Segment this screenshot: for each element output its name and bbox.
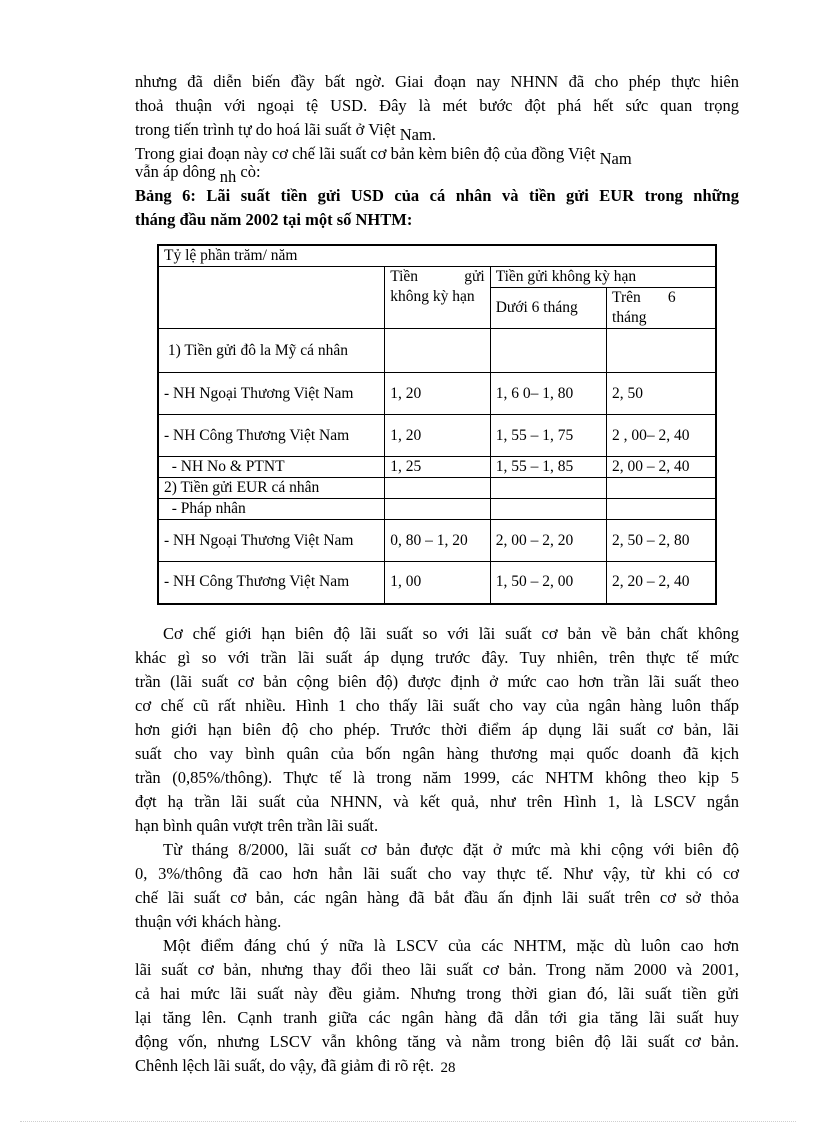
- table-cell: 1) Tiền gửi đô la Mỹ cá nhân: [158, 329, 385, 373]
- table-cell: 2) Tiền gửi EUR cá nhân: [158, 478, 385, 499]
- text-fragment: cò:: [236, 162, 261, 181]
- table-cell: - NH Công Thương Việt Nam: [158, 562, 385, 604]
- paragraph-line: khác gì so với trần lãi suất áp dụng trước đây. Tuy nhiên, trên thực tế mức: [135, 648, 739, 667]
- table-cell: 2, 50 – 2, 80: [607, 520, 716, 562]
- table-cell: 1, 6 0– 1, 80: [490, 373, 606, 415]
- table-cell: 1, 20: [385, 415, 490, 457]
- text-fragment: nh: [219, 167, 237, 186]
- interest-rate-table: [157, 244, 717, 605]
- table-cell: 1, 50 – 2, 00: [490, 562, 606, 604]
- table-cell: [607, 499, 716, 520]
- table-row: [158, 329, 716, 373]
- table-header-cell: Dưới 6 tháng: [490, 288, 606, 329]
- paragraph-line: hơn giới hạn biên độ cho phép. Trước thời điểm áp dụng lãi suất cơ bản, lãi: [135, 720, 739, 739]
- table-cell: 2, 00 – 2, 40: [607, 457, 716, 478]
- table-header-cell: Tiền gửi không kỳ hạn: [385, 267, 490, 329]
- text-line: nhưng đã diễn biến đầy bất ngờ. Giai đoạn nay NHNN đã cho phép thực hiên: [135, 72, 739, 91]
- table-cell: [490, 478, 606, 499]
- table-unit: Tỷ lệ phần trăm/ năm: [158, 245, 716, 267]
- table-header-cell: Trên 6 tháng: [607, 288, 716, 329]
- table-row: [158, 457, 716, 478]
- page-number: 28: [440, 1060, 456, 1076]
- paragraph-line: lại tăng lên. Cạnh tranh giữa các ngân hàng đã dẫn tới gia tăng lãi suất huy: [135, 1008, 739, 1027]
- table-caption: Bảng 6: Lãi suất tiền gửi USD của cá nhân và tiền gửi EUR trong những: [135, 186, 739, 205]
- table-row: [158, 520, 716, 562]
- table-cell: [607, 478, 716, 499]
- paragraph-line: suất cho vay bình quân của bốn ngân hàng thương mại quốc doanh đã kịch: [135, 744, 739, 763]
- table-cell: - NH No & PTNT: [158, 457, 385, 478]
- table-header-cell: Tiền gửi không kỳ hạn: [490, 267, 716, 288]
- table-row: [158, 562, 716, 604]
- paragraph-line: chế lãi suất cơ bản, các ngân hàng đã bắt đầu ấn định lãi suất trên cơ sở thỏa: [135, 888, 739, 907]
- table-cell: - NH Công Thương Việt Nam: [158, 415, 385, 457]
- table-row: [158, 245, 716, 267]
- text-fragment: vẫn áp dông: [135, 162, 220, 181]
- paragraph-line: Từ tháng 8/2000, lãi suất cơ bản được đặt ở mức mà khi cộng với biên độ: [163, 840, 739, 859]
- table-cell: 1, 00: [385, 562, 490, 604]
- paragraph-line: trần (0,85%/thông). Thực tế là trong năm 1999, các NHTM không theo kịp 5: [135, 768, 739, 787]
- table-cell: [607, 329, 716, 373]
- text-fragment: Trong giai đoạn này cơ chế lãi suất cơ bản kèm biên độ của đồng Việt: [135, 144, 600, 163]
- table-caption: tháng đầu năm 2002 tại một số NHTM:: [135, 210, 413, 229]
- paragraph-line: động vốn, nhưng LSCV vẫn không tăng và nằm trong biên độ lãi suất cơ bản.: [135, 1032, 739, 1051]
- text-line: [135, 120, 739, 144]
- table-cell: 2 , 00– 2, 40: [607, 415, 716, 457]
- table-cell: [385, 478, 490, 499]
- table-cell: [490, 499, 606, 520]
- text-line: [135, 144, 739, 168]
- paragraph-line: hạn bình quân vượt trên trần lãi suất.: [135, 816, 379, 835]
- page-bottom-divider: [20, 1121, 796, 1122]
- table-cell: 1, 55 – 1, 75: [490, 415, 606, 457]
- table-cell: - Pháp nhân: [158, 499, 385, 520]
- table-cell: 1, 55 – 1, 85: [490, 457, 606, 478]
- table-cell: 0, 80 – 1, 20: [385, 520, 490, 562]
- table-cell: - NH Ngoại Thương Việt Nam: [158, 373, 385, 415]
- paragraph-line: Chênh lệch lãi suất, do vậy, đã giảm đi rõ rệt.: [135, 1056, 435, 1075]
- table-cell: [490, 329, 606, 373]
- table-cell: 1, 25: [385, 457, 490, 478]
- text-fragment: Nam: [599, 149, 632, 168]
- paragraph-line: trần (lãi suất cơ bản cộng biên độ) được định ở mức cao hơn trần lãi suất theo: [135, 672, 739, 691]
- text-fragment: Nam.: [399, 125, 436, 144]
- text-fragment: trong tiến trình tự do hoá lãi suất ở Việt: [135, 120, 400, 139]
- table-cell: [385, 499, 490, 520]
- table-cell: 2, 00 – 2, 20: [490, 520, 606, 562]
- paragraph-line: cả hai mức lãi suất này đều giảm. Nhưng trong thời gian đó, lãi suất tiền gửi: [135, 984, 739, 1003]
- table-cell: [385, 329, 490, 373]
- table-row: [158, 373, 716, 415]
- text-line: thoả thuận với ngoại tệ USD. Đây là mét bước đột phá hết sức quan trọng: [135, 96, 739, 115]
- table-cell: - NH Ngoại Thương Việt Nam: [158, 520, 385, 562]
- table-row: [158, 499, 716, 520]
- table-cell: 2, 20 – 2, 40: [607, 562, 716, 604]
- table-cell: [158, 267, 385, 329]
- paragraph-line: cơ chế cũ rất nhiều. Hình 1 cho thấy lãi suất cho vay của ngân hàng luôn thấp: [135, 696, 739, 715]
- table-cell: 1, 20: [385, 373, 490, 415]
- paragraph-line: đợt hạ trần lãi suất của NHNN, và kết quả, như trên Hình 1, là LSCV ngắn: [135, 792, 739, 811]
- table-row: [158, 478, 716, 499]
- paragraph-line: Cơ chế giới hạn biên độ lãi suất so với lãi suất cơ bản về bản chất không: [163, 624, 739, 643]
- table-row: [158, 415, 716, 457]
- text-line: [135, 162, 739, 186]
- paragraph-line: lãi suất cơ bản, nhưng thay đổi theo lãi suất cơ bản. Trong năm 2000 và 2001,: [135, 960, 739, 979]
- table-row: [158, 267, 716, 288]
- paragraph-line: 0, 3%/thông đã cao hơn hẳn lãi suất cho vay thực tế. Như vậy, từ khi có cơ: [135, 864, 739, 883]
- paragraph-line: Một điểm đáng chú ý nữa là LSCV của các NHTM, mặc dù luôn cao hơn: [163, 936, 739, 955]
- table-cell: 2, 50: [607, 373, 716, 415]
- paragraph-line: thuận với khách hàng.: [135, 912, 282, 931]
